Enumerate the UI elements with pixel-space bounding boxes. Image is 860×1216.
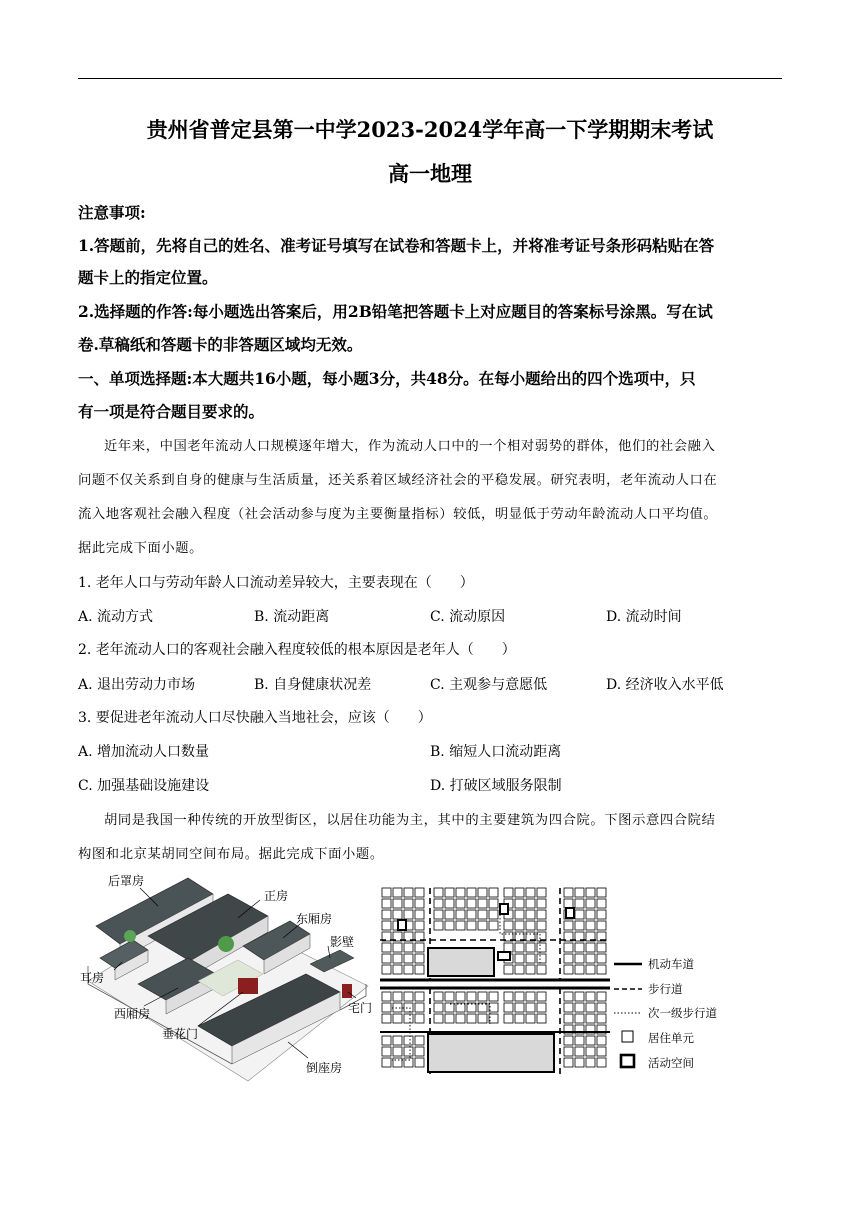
residential-unit-cell — [526, 910, 535, 919]
residential-unit-cell — [575, 899, 584, 908]
residential-unit-cell — [456, 888, 465, 897]
label-daozuofang: 倒座房 — [306, 1061, 343, 1075]
residential-unit-cell — [515, 1003, 524, 1012]
residential-unit-cell — [382, 954, 391, 963]
question-3-option-a: A. 增加流动人口数量 — [78, 744, 210, 760]
residential-unit-cell — [564, 1036, 573, 1045]
residential-unit-cell — [382, 965, 391, 974]
residential-unit-cell — [467, 888, 476, 897]
label-chuihuamen: 垂花门 — [162, 1027, 199, 1041]
residential-unit-cell — [515, 888, 524, 897]
residential-unit-cell — [564, 1003, 573, 1012]
residential-unit-cell — [564, 965, 573, 974]
residential-unit-cell — [564, 1047, 573, 1056]
residential-unit-cell — [515, 899, 524, 908]
residential-unit-cell — [575, 943, 584, 952]
residential-unit-cell — [586, 954, 595, 963]
residential-unit-cell — [504, 921, 513, 930]
residential-unit-cell — [434, 888, 443, 897]
residential-unit-cell — [504, 888, 513, 897]
residential-unit-cell — [586, 992, 595, 1001]
residential-unit-cell — [575, 1047, 584, 1056]
activity-space-large-2 — [428, 1034, 554, 1072]
residential-unit-cell — [489, 1014, 498, 1023]
residential-unit-cell — [515, 1014, 524, 1023]
question-2-option-a: A. 退出劳动力市场 — [78, 677, 196, 693]
question-1-option-a: A. 流动方式 — [78, 609, 154, 625]
residential-unit-cell — [415, 1036, 424, 1045]
question-1-stem: 1. 老年人口与劳动年龄人口流动差异较大，主要表现在（ ） — [78, 575, 474, 591]
residential-unit-cell — [393, 888, 402, 897]
residential-unit-cell — [478, 888, 487, 897]
notice-item1-line1: 1.答题前，先将自己的姓名、准考证号填写在试卷和答题卡上，并将准考证号条形码粘贴在答 — [78, 236, 715, 255]
residential-unit-cell — [564, 899, 573, 908]
question-2-option-b: B. 自身健康状况差 — [254, 677, 372, 693]
residential-unit-cell — [597, 943, 606, 952]
residential-unit-cell — [515, 992, 524, 1001]
residential-unit-cell — [575, 888, 584, 897]
residential-unit-cell — [393, 965, 402, 974]
residential-unit-cell — [537, 992, 546, 1001]
exam-subject: 高一地理 — [388, 161, 472, 186]
exam-title: 贵州省普定县第一中学2023-2024学年高一下学期期末考试 — [146, 117, 714, 142]
residential-unit-cell — [597, 992, 606, 1001]
residential-unit-cell — [515, 910, 524, 919]
label-yingbi: 影壁 — [330, 935, 355, 949]
residential-unit-cell — [445, 899, 454, 908]
residential-unit-cell — [597, 965, 606, 974]
residential-unit-cell — [415, 1003, 424, 1012]
residential-unit-cell — [382, 1036, 391, 1045]
residential-unit-cell — [564, 921, 573, 930]
residential-unit-cell — [382, 992, 391, 1001]
residential-unit-cell — [526, 921, 535, 930]
residential-unit-cell — [404, 943, 413, 952]
residential-unit-cell — [478, 921, 487, 930]
tree-2 — [124, 930, 136, 942]
residential-unit-cell — [404, 910, 413, 919]
residential-unit-cell — [456, 899, 465, 908]
residential-unit-cell — [467, 899, 476, 908]
residential-unit-cell — [456, 921, 465, 930]
residential-unit-cell — [526, 943, 535, 952]
residential-unit-cell — [415, 1058, 424, 1067]
residential-unit-cell — [537, 965, 546, 974]
residential-unit-cell — [575, 1058, 584, 1067]
residential-unit-cell — [526, 888, 535, 897]
residential-unit-cell — [586, 1058, 595, 1067]
residential-unit-cell — [456, 992, 465, 1001]
residential-unit-cell — [434, 1003, 443, 1012]
residential-unit-cell — [393, 1014, 402, 1023]
passage1-line3: 流入地客观社会融入程度（社会活动参与度为主要衡量指标）较低，明显低于劳动年龄流动人口平均值。 — [78, 507, 718, 522]
section-heading-line1: 一、单项选择题:本大题共16小题，每小题3分，共48分。在每小题给出的四个选项中，只 — [78, 369, 696, 388]
residential-unit-cell — [478, 992, 487, 1001]
residential-unit-cell — [445, 1003, 454, 1012]
residential-unit-cell — [382, 943, 391, 952]
residential-unit-cell — [504, 965, 513, 974]
residential-unit-cell — [434, 1014, 443, 1023]
courtyard-figure — [78, 866, 378, 1096]
notice-item2-line2: 卷.草稿纸和答题卡的非答题区域均无效。 — [78, 335, 363, 354]
residential-unit-cell — [393, 954, 402, 963]
question-1-option-c: C. 流动原因 — [430, 609, 506, 625]
residential-unit-cell — [404, 1003, 413, 1012]
residential-unit-cell — [575, 965, 584, 974]
label-erfang: 耳房 — [80, 971, 105, 985]
residential-unit-cell — [575, 992, 584, 1001]
residential-unit-cell — [597, 888, 606, 897]
question-3-stem: 3. 要促进老年流动人口尽快融入当地社会，应该（ ） — [78, 710, 432, 726]
residential-unit-cell — [564, 888, 573, 897]
residential-unit-cell — [393, 1058, 402, 1067]
residential-unit-cell — [564, 954, 573, 963]
notice-heading: 注意事项: — [78, 203, 146, 222]
residential-unit-cell — [415, 888, 424, 897]
tree-1 — [218, 936, 234, 952]
residential-unit-cell — [445, 910, 454, 919]
residential-unit-cell — [564, 1058, 573, 1067]
residential-unit-cell — [504, 1003, 513, 1012]
residential-unit-cell — [467, 921, 476, 930]
residential-unit-cell — [586, 965, 595, 974]
residential-unit-cell — [564, 992, 573, 1001]
residential-unit-cell — [564, 943, 573, 952]
section-heading-line2: 有一项是符合题目要求的。 — [78, 402, 265, 421]
residential-unit-cell — [489, 910, 498, 919]
passage2-line1: 胡同是我国一种传统的开放型街区，以居住功能为主，其中的主要建筑为四合院。下图示意四合院结 — [104, 813, 716, 828]
residential-unit-cell — [404, 1047, 413, 1056]
residential-unit-cell — [467, 992, 476, 1001]
residential-unit-cell — [434, 899, 443, 908]
residential-unit-cell — [537, 943, 546, 952]
passage1-line2: 问题不仅关系到自身的健康与生活质量，还关系着区域经济社会的平稳发展。研究表明，老年流动人口在 — [78, 473, 718, 488]
residential-unit-cell — [597, 1058, 606, 1067]
residential-unit-cell — [393, 1003, 402, 1012]
label-zhaimen: 宅门 — [348, 1001, 373, 1015]
residential-unit-cell — [415, 1047, 424, 1056]
residential-unit-cell — [467, 1014, 476, 1023]
header-rule — [78, 78, 782, 79]
residential-unit-cell — [526, 1003, 535, 1012]
residential-unit-cell — [597, 1014, 606, 1023]
activity-space-small-2 — [500, 904, 508, 914]
residential-unit-cell — [434, 910, 443, 919]
residential-unit-cell — [478, 899, 487, 908]
residential-unit-cell — [393, 943, 402, 952]
residential-unit-cell — [537, 1014, 546, 1023]
residential-unit-cell — [515, 943, 524, 952]
residential-unit-cell — [404, 1036, 413, 1045]
residential-unit-cell — [564, 1014, 573, 1023]
residential-unit-cell — [404, 1058, 413, 1067]
residential-unit-cell — [526, 965, 535, 974]
residential-unit-cell — [393, 899, 402, 908]
residential-unit-cell — [393, 1036, 402, 1045]
residential-unit-cell — [456, 910, 465, 919]
residential-unit-cell — [504, 943, 513, 952]
activity-space-small-1 — [398, 920, 406, 930]
residential-unit-cell — [404, 954, 413, 963]
residential-unit-cell — [586, 1003, 595, 1012]
residential-unit-cell — [586, 1036, 595, 1045]
residential-unit-cell — [382, 1058, 391, 1067]
residential-unit-cell — [382, 921, 391, 930]
legend-secondary-sidewalk: 次一级步行道 — [648, 1006, 717, 1020]
residential-unit-cell — [504, 992, 513, 1001]
activity-space-small-4 — [566, 908, 574, 918]
residential-unit-cell — [382, 888, 391, 897]
residential-unit-cell — [586, 888, 595, 897]
residential-unit-cell — [526, 1014, 535, 1023]
residential-unit-cell — [586, 1014, 595, 1023]
legend-residential-unit: 居住单元 — [648, 1031, 694, 1045]
activity-space-small-3 — [498, 952, 510, 960]
residential-unit-cell — [393, 910, 402, 919]
residential-unit-cell — [415, 992, 424, 1001]
residential-unit-cell — [515, 965, 524, 974]
label-xixiangfang: 西厢房 — [114, 1007, 151, 1021]
main-gate — [342, 984, 352, 998]
residential-unit-cell — [537, 910, 546, 919]
legend-activity-space: 活动空间 — [648, 1056, 694, 1070]
residential-unit-cell — [445, 921, 454, 930]
residential-unit-cell — [478, 1014, 487, 1023]
residential-unit-cell — [597, 899, 606, 908]
residential-unit-cell — [586, 910, 595, 919]
chuihua-gate — [238, 978, 258, 994]
residential-unit-cell — [415, 899, 424, 908]
residential-unit-cell — [415, 910, 424, 919]
residential-unit-cell — [404, 1014, 413, 1023]
residential-unit-cell — [586, 943, 595, 952]
residential-unit-cell — [382, 1047, 391, 1056]
residential-unit-cell — [597, 921, 606, 930]
legend-motor-road: 机动车道 — [648, 957, 694, 971]
residential-unit-cell — [575, 1003, 584, 1012]
residential-unit-cell — [575, 910, 584, 919]
residential-unit-cell — [415, 965, 424, 974]
question-2-stem: 2. 老年流动人口的客观社会融入程度较低的根本原因是老年人（ ） — [78, 642, 516, 658]
question-3-option-d: D. 打破区域服务限制 — [430, 778, 562, 794]
residential-unit-cell — [445, 1014, 454, 1023]
residential-unit-cell — [489, 899, 498, 908]
residential-unit-cell — [382, 910, 391, 919]
residential-unit-cell — [489, 992, 498, 1001]
legend-residential-unit-symbol — [622, 1031, 633, 1042]
residential-unit-cell — [575, 921, 584, 930]
residential-unit-cell — [434, 921, 443, 930]
residential-unit-cell — [597, 1047, 606, 1056]
label-zhengfang: 正房 — [264, 889, 289, 903]
residential-unit-cell — [382, 899, 391, 908]
residential-unit-cell — [415, 954, 424, 963]
residential-unit-cell — [489, 888, 498, 897]
residential-unit-cell — [415, 943, 424, 952]
passage1-line1: 近年来，中国老年流动人口规模逐年增大，作为流动人口中的一个相对弱势的群体，他们的社会融入 — [104, 439, 716, 454]
residential-unit-cell — [586, 899, 595, 908]
hutong-layout-map — [380, 884, 610, 1080]
residential-unit-cell — [515, 921, 524, 930]
residential-unit-cell — [404, 899, 413, 908]
residential-unit-cell — [597, 954, 606, 963]
residential-unit-cell — [404, 965, 413, 974]
residential-unit-cell — [478, 910, 487, 919]
residential-unit-cell — [575, 1036, 584, 1045]
legend-sidewalk: 步行道 — [648, 982, 683, 996]
residential-unit-cell — [526, 954, 535, 963]
notice-item1-line2: 题卡上的指定位置。 — [78, 268, 218, 287]
question-1-option-b: B. 流动距离 — [254, 609, 330, 625]
residential-unit-cell — [445, 992, 454, 1001]
residential-unit-cell — [404, 888, 413, 897]
residential-unit-cell — [415, 921, 424, 930]
question-2-option-c: C. 主观参与意愿低 — [430, 677, 548, 693]
residential-unit-cell — [393, 992, 402, 1001]
label-dongxiangfang: 东厢房 — [296, 912, 333, 926]
question-3-option-b: B. 缩短人口流动距离 — [430, 744, 562, 760]
residential-unit-cell — [526, 899, 535, 908]
residential-unit-cell — [404, 992, 413, 1001]
question-3-option-c: C. 加强基础设施建设 — [78, 778, 210, 794]
notice-item2-line1: 2.选择题的作答:每小题选出答案后，用2B铅笔把答题卡上对应题目的答案标号涂黑。写在试 — [78, 302, 713, 321]
residential-unit-cell — [575, 954, 584, 963]
residential-unit-cell — [467, 910, 476, 919]
residential-unit-cell — [575, 1014, 584, 1023]
activity-space-large-1 — [428, 948, 494, 976]
leader-daozuofang — [288, 1042, 308, 1058]
residential-unit-cell — [537, 1003, 546, 1012]
residential-unit-cell — [445, 888, 454, 897]
residential-unit-cell — [597, 1003, 606, 1012]
residential-unit-cell — [382, 1014, 391, 1023]
residential-unit-cell — [415, 1014, 424, 1023]
hutong-legend-symbols — [612, 954, 642, 1074]
residential-unit-cell — [434, 992, 443, 1001]
passage1-line4: 据此完成下面小题。 — [78, 541, 204, 556]
residential-unit-cell — [586, 921, 595, 930]
residential-unit-cell — [537, 899, 546, 908]
residential-unit-cell — [586, 1047, 595, 1056]
residential-unit-cell — [382, 1003, 391, 1012]
residential-unit-cell — [537, 921, 546, 930]
label-houzhaofang: 后罩房 — [108, 874, 145, 888]
residential-unit-cell — [597, 1036, 606, 1045]
residential-unit-cell — [515, 954, 524, 963]
residential-unit-cell — [597, 910, 606, 919]
residential-unit-cell — [504, 1014, 513, 1023]
passage2-line2: 构图和北京某胡同空间布局。据此完成下面小题。 — [78, 847, 384, 862]
question-2-option-d: D. 经济收入水平低 — [606, 677, 724, 693]
residential-unit-cell — [537, 888, 546, 897]
residential-unit-cell — [526, 992, 535, 1001]
legend-activity-space-symbol — [621, 1055, 634, 1067]
residential-unit-cell — [393, 1047, 402, 1056]
residential-unit-cell — [456, 1014, 465, 1023]
residential-unit-cell — [537, 954, 546, 963]
residential-unit-cell — [489, 921, 498, 930]
question-1-option-d: D. 流动时间 — [606, 609, 682, 625]
